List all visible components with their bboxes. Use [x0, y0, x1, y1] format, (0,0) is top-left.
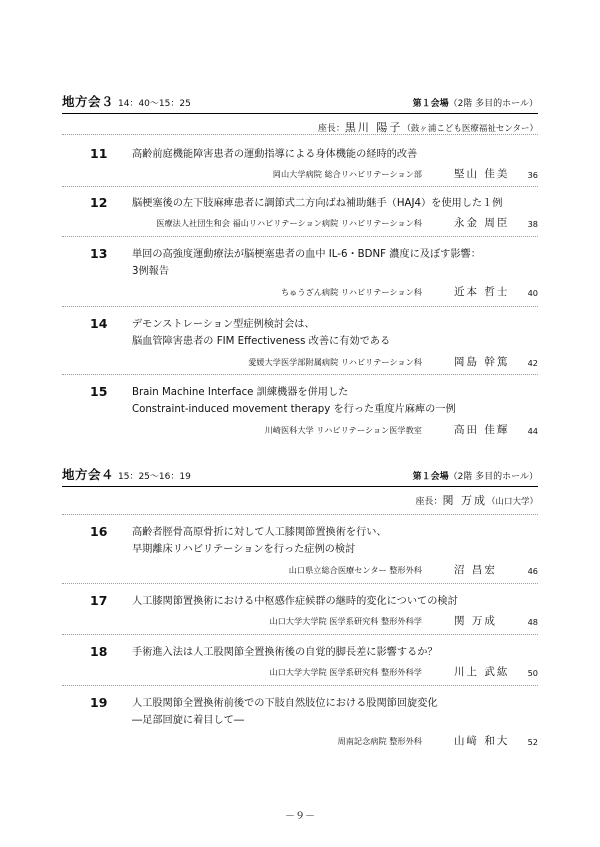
- entry-meta: [62, 422, 538, 436]
- section-divider: [62, 514, 538, 515]
- entry-page: 48: [527, 617, 538, 627]
- entry-affiliation: 山口大学大学院 医学系研究科 整形外科学: [269, 616, 422, 626]
- entry-presenter: 高田 佳輝: [454, 424, 510, 436]
- section-divider: [62, 134, 538, 135]
- session-title: 地方会３: [62, 94, 115, 109]
- chair-label: 座長：: [317, 124, 345, 134]
- entry-affiliation: 山口大学大学院 医学系研究科 整形外科学: [269, 667, 422, 677]
- entry-number: 19: [90, 695, 108, 710]
- entry-affiliation: 岡山大学病院 総合リハビリテーション部: [272, 169, 422, 179]
- entry-title: [132, 695, 438, 729]
- entry-affiliation: 山口県立総合医療センター 整形外科: [288, 565, 422, 575]
- entry-divider: [62, 236, 538, 237]
- entry-title-line: 高齢者脛骨高原骨折に対して人工膝関節置換術を行い、: [132, 527, 387, 538]
- entry-page: 52: [527, 737, 538, 747]
- entry-page: 44: [527, 426, 538, 436]
- entry-divider: [62, 685, 538, 686]
- entry-title: [132, 593, 458, 610]
- session-time: 15：25～16：19: [118, 472, 191, 482]
- entry-page: 38: [527, 219, 538, 229]
- venue-main: 第１会場: [412, 99, 449, 109]
- chair-name: 黒川 陽子: [344, 121, 403, 134]
- entry-divider: [62, 374, 538, 375]
- venue-sub: （2階 多目的ホール）: [448, 99, 538, 109]
- entry-page: 42: [527, 358, 538, 368]
- entry-title: [132, 524, 387, 558]
- entry-title-line: 人工膝関節置換術における中枢感作症候群の継時的変化についての検討: [132, 596, 458, 607]
- entry-title-line: 単回の高強度運動療法が脳梗塞患者の血中 IL-6・BDNF 濃度に及ぼす影響：: [132, 249, 481, 260]
- entry-presenter: 川上 武紘: [454, 666, 510, 678]
- entry-presenter: 近本 哲士: [454, 286, 510, 298]
- entry-number: 18: [90, 644, 108, 659]
- entry-title-line: ―足部回旋に着目して―: [132, 715, 245, 726]
- entry-title-line: Constraint-induced movement therapy を行った重度片麻痺の一例: [132, 404, 456, 415]
- entry-affiliation: 川崎医科大学 リハビリテーション医学教室: [264, 425, 422, 435]
- entry-title-line: デモンストレーション型症例検討会は、: [132, 319, 315, 330]
- entry-affiliation: ちゅうざん病院 リハビリテーション科: [280, 287, 422, 297]
- entry-presenter: 関 万成: [454, 615, 497, 627]
- entry-number: 14: [90, 316, 108, 331]
- entry-title: [132, 644, 438, 661]
- entry-number: 13: [90, 246, 108, 261]
- entry-meta: [62, 562, 538, 576]
- entry-presenter: 岡島 幹篤: [454, 356, 510, 368]
- entry-page: 40: [527, 288, 538, 298]
- session-venue: [413, 469, 538, 482]
- entry-meta: [62, 166, 538, 180]
- chair-label: 座長：: [415, 497, 443, 507]
- entry-divider: [62, 306, 538, 307]
- entry-title: [132, 146, 417, 163]
- page-number: －９－: [285, 811, 315, 822]
- entry-title: [132, 384, 456, 418]
- entry-page: 46: [527, 566, 538, 576]
- entry-title-line: 高齢前庭機能障害患者の運動指導による身体機能の経時的改善: [132, 149, 418, 160]
- entry-title: [132, 195, 503, 212]
- entry-title: [132, 246, 481, 280]
- chair-affiliation: （山口大学）: [486, 497, 538, 507]
- entry-page: 36: [527, 170, 538, 180]
- session-title: 地方会４: [62, 467, 115, 482]
- entry-title-line: 3例報告: [132, 266, 170, 277]
- venue-main: 第１会場: [412, 472, 449, 482]
- chair-name: 関 万成: [442, 494, 487, 507]
- venue-sub: （2階 多目的ホール）: [448, 472, 538, 482]
- entry-affiliation: 周南記念病院 整形外科: [337, 736, 422, 746]
- entry-meta: [62, 284, 538, 298]
- entry-presenter: 山﨑 和大: [454, 735, 510, 747]
- session-venue: [413, 96, 538, 109]
- entry-title-line: 人工股関節全置換術前後での下肢自然肢位における股関節回旋変化: [132, 698, 438, 709]
- session-time: 14：40～15：25: [118, 99, 191, 109]
- chair-affiliation: （鼓ヶ浦こども医療福祉センター）: [402, 124, 538, 134]
- session-title-bar: [62, 468, 538, 487]
- entry-divider: [62, 634, 538, 635]
- entry-page: 50: [527, 668, 538, 678]
- entry-affiliation: 愛媛大学医学部附属病院 リハビリテーション科: [248, 357, 422, 367]
- entry-number: 12: [90, 195, 108, 210]
- entry-title-line: 早期離床リハビリテーションを行った症例の検討: [132, 544, 356, 555]
- entry-affiliation: 医療法人社団生和会 福山リハビリテーション病院 リハビリテーション科: [156, 218, 422, 228]
- session-chair: [415, 492, 538, 508]
- entry-title-line: 手術進入法は人工股関節全置換術後の自覚的脚長差に影響するか？: [132, 647, 438, 658]
- entry-title-line: 脳血管障害患者の FIM Effectiveness 改善に有効である: [132, 336, 391, 347]
- entry-title-line: Brain Machine Interface 訓練機器を併用した: [132, 387, 349, 398]
- entry-presenter: 永金 周臣: [454, 217, 510, 229]
- session-header: [62, 467, 538, 507]
- session-chair: [318, 119, 538, 135]
- entry-number: 11: [90, 146, 108, 161]
- entry-number: 16: [90, 524, 108, 539]
- entry-title-line: 脳梗塞後の左下肢麻痺患者に調節式二方向ばね補助継手（HAJ4）を使用した１例: [132, 198, 503, 209]
- entry-number: 17: [90, 593, 108, 608]
- entry-meta: [62, 354, 538, 368]
- entry-presenter: 堅山 佳美: [454, 168, 510, 180]
- entry-divider: [62, 583, 538, 584]
- entry-meta: [62, 613, 538, 627]
- entry-divider: [62, 186, 538, 187]
- session-header: [62, 94, 538, 134]
- entry-meta: [62, 733, 538, 747]
- entry-title: [132, 316, 390, 350]
- session-title-bar: [62, 95, 538, 114]
- entry-meta: [62, 664, 538, 678]
- entry-meta: [62, 215, 538, 229]
- entry-number: 15: [90, 384, 108, 399]
- entry-presenter: 沼 昌宏: [454, 564, 497, 576]
